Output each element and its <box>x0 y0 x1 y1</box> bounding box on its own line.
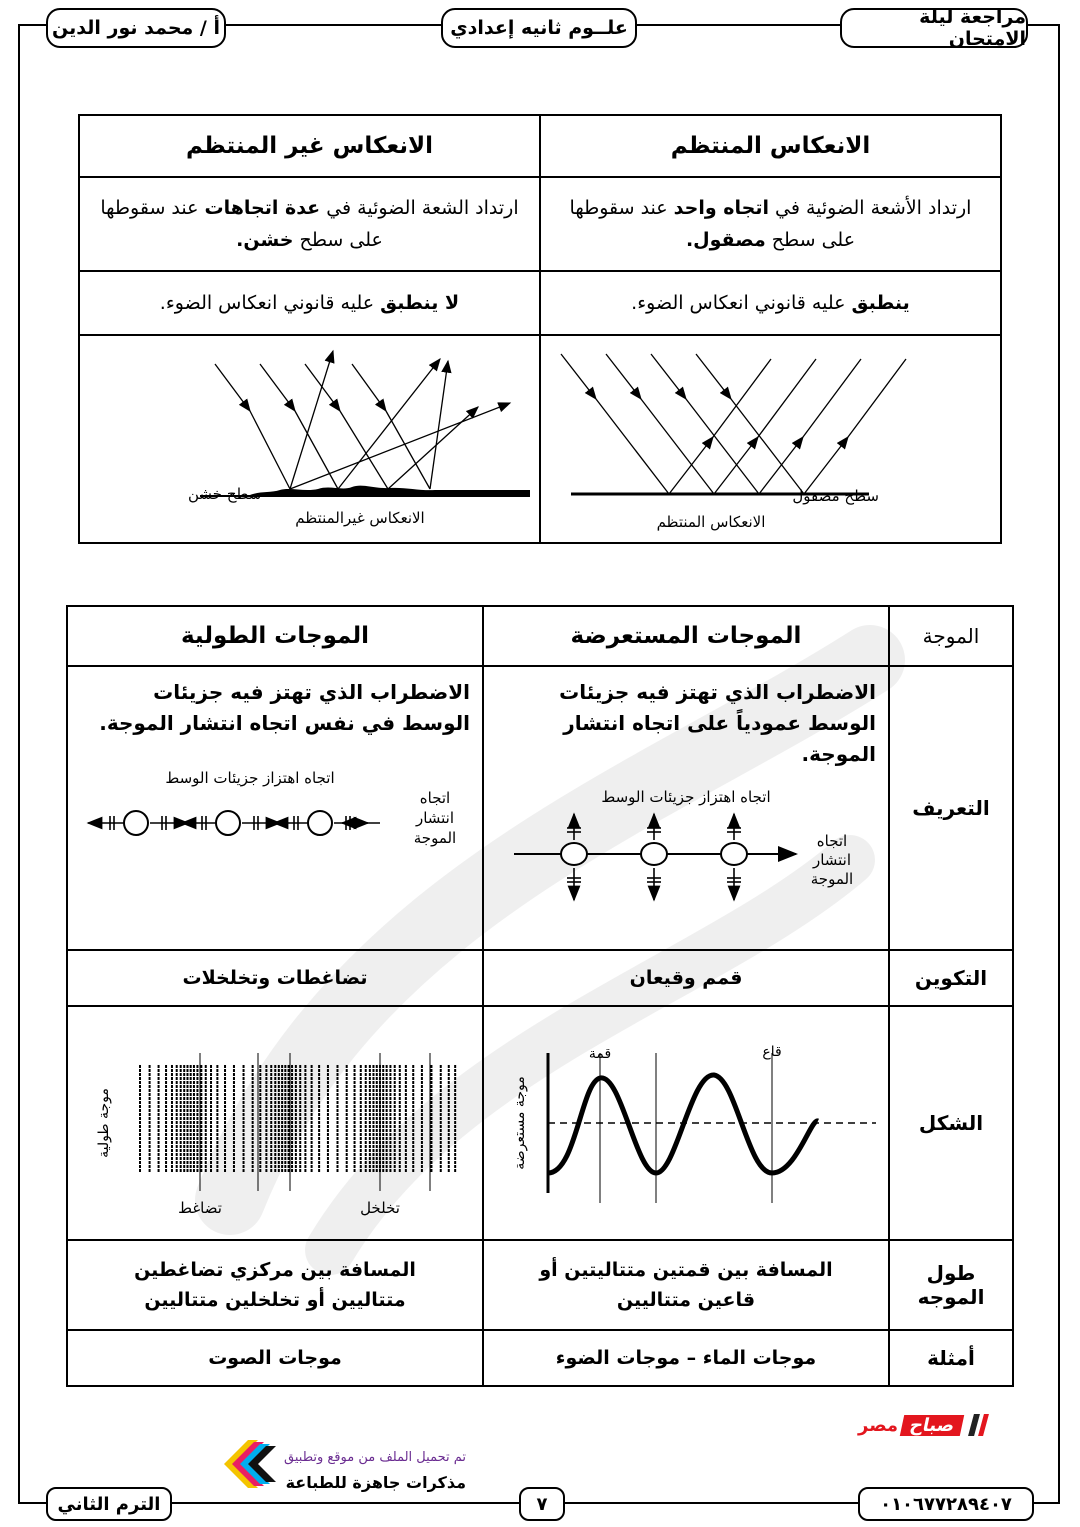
transverse-axis-label: موجة مستعرضة <box>512 1076 528 1170</box>
rough-surface-label: سطح خشن <box>187 485 261 503</box>
compression-label: تضاغط <box>178 1199 222 1217</box>
row-label-examples: أمثلة <box>889 1330 1013 1386</box>
page-number: ٧ <box>536 1493 548 1515</box>
irregular-reflection-law: لا ينطبق عليه قانوني انعكاس الضوء. <box>79 271 540 335</box>
transverse-formation: قمم وقيعان <box>483 950 889 1006</box>
brand-sabah: صباح <box>900 1415 965 1436</box>
phone-box <box>858 1487 1034 1521</box>
propagation-label-2: انتشار <box>812 851 852 869</box>
regular-reflection-law: ينطبق عليه قانوني انعكاس الضوء. <box>540 271 1001 335</box>
crest-label: قمة <box>588 1046 612 1062</box>
irregular-reflection-definition: ارتداد الشعة الضوئية في عدة اتجاهات عند سقوطها على سطح خشن. <box>79 177 540 271</box>
download-line: تم تحميل الملف من موقع وتطبيق <box>284 1450 466 1465</box>
longitudinal-axis-label: موجة طولية <box>96 1088 112 1158</box>
waves-table <box>66 605 1014 1387</box>
term-label: الترم الثاني <box>57 1493 161 1515</box>
transverse-definition: الاضطراب الذي تهتز فيه جزيئات الوسط عمودياً على اتجاه انتشار الموجة. <box>559 680 876 766</box>
brand-line: مذكرات جاهزة للطباعة <box>285 1473 466 1492</box>
phone-number: ٠١٠٦٧٧٢٨٩٤٠٧ <box>880 1493 1012 1515</box>
longitudinal-wavelength: المسافة بين مركزي تضاغطين متتاليين أو تخلخلين متتاليين <box>67 1240 483 1330</box>
term-box <box>46 1487 172 1521</box>
review-title: مراجعة ليلة الامتحان <box>919 6 1026 50</box>
download-logo-icon <box>214 1436 280 1492</box>
brand-masr: مصر <box>858 1414 899 1436</box>
long-vibration-direction-label: اتجاه اهتزاز جزيئات الوسط <box>165 769 335 787</box>
header-right-box <box>840 8 1028 48</box>
vibration-direction-label: اتجاه اهتزاز جزيئات الوسط <box>601 788 771 806</box>
long-propagation-label-2: انتشار <box>415 809 455 827</box>
row-label-wavelength: طول الموجه <box>889 1240 1013 1330</box>
longitudinal-shape-cell <box>67 1006 483 1240</box>
rarefaction-label: تخلخل <box>360 1199 400 1217</box>
subject-title: علــوم ثانيه إعدادي <box>450 17 628 39</box>
regular-reflection-diagram <box>551 339 991 539</box>
long-propagation-label-3: الموجة <box>413 829 457 847</box>
propagation-label-1: اتجاه <box>816 832 848 850</box>
author-name: أ / محمد نور الدين <box>52 17 220 39</box>
regular-reflection-definition: ارتداد الأشعة الضوئية في اتجاه واحد عند سقوطها على سطح مصقول. <box>540 177 1001 271</box>
longitudinal-definition-cell <box>67 666 483 950</box>
row-label-formation: التكوين <box>889 950 1013 1006</box>
propagation-label-3: الموجة <box>810 870 854 888</box>
brand-logo <box>858 1414 986 1436</box>
transverse-particle-diagram <box>496 788 876 918</box>
trough-label: قاع <box>762 1044 782 1060</box>
transverse-examples: موجات الماء – موجات الضوء <box>483 1330 889 1386</box>
transverse-wavelength: المسافة بين قمتين متتاليتين أو قاعين متتاليين <box>483 1240 889 1330</box>
irregular-reflection-title: الانعكاس غير المنتظم <box>79 115 540 177</box>
row-label-shape: الشكل <box>889 1006 1013 1240</box>
longitudinal-formation: تضاغطات وتخلخلات <box>67 950 483 1006</box>
irregular-reflection-caption: الانعكاس غيرالمنتظم <box>294 509 425 527</box>
longitudinal-definition: الاضطراب الذي تهتز فيه جزيئات الوسط في نفس اتجاه انتشار الموجة. <box>99 680 470 735</box>
regular-reflection-caption: الانعكاس المنتظم <box>656 513 765 531</box>
irregular-reflection-figure <box>79 335 540 543</box>
regular-reflection-figure <box>540 335 1001 543</box>
longitudinal-particle-diagram <box>80 767 470 877</box>
irregular-reflection-diagram <box>90 339 530 539</box>
polished-surface-label: سطح مصقول <box>791 487 879 505</box>
longitudinal-examples: موجات الصوت <box>67 1330 483 1386</box>
row-label-wave: الموجة <box>889 606 1013 666</box>
row-label-definition: التعريف <box>889 666 1013 950</box>
transverse-shape-cell <box>483 1006 889 1240</box>
transverse-wave-graph <box>496 1023 876 1223</box>
reflection-table <box>78 114 1002 544</box>
regular-reflection-title: الانعكاس المنتظم <box>540 115 1001 177</box>
transverse-title: الموجات المستعرضة <box>483 606 889 666</box>
long-propagation-label-1: اتجاه <box>419 789 451 807</box>
longitudinal-wave-graph <box>80 1023 470 1223</box>
longitudinal-title: الموجات الطولية <box>67 606 483 666</box>
header-center-box <box>441 8 637 48</box>
page-number-box <box>519 1487 565 1521</box>
transverse-definition-cell <box>483 666 889 950</box>
header-left-box <box>46 8 226 48</box>
